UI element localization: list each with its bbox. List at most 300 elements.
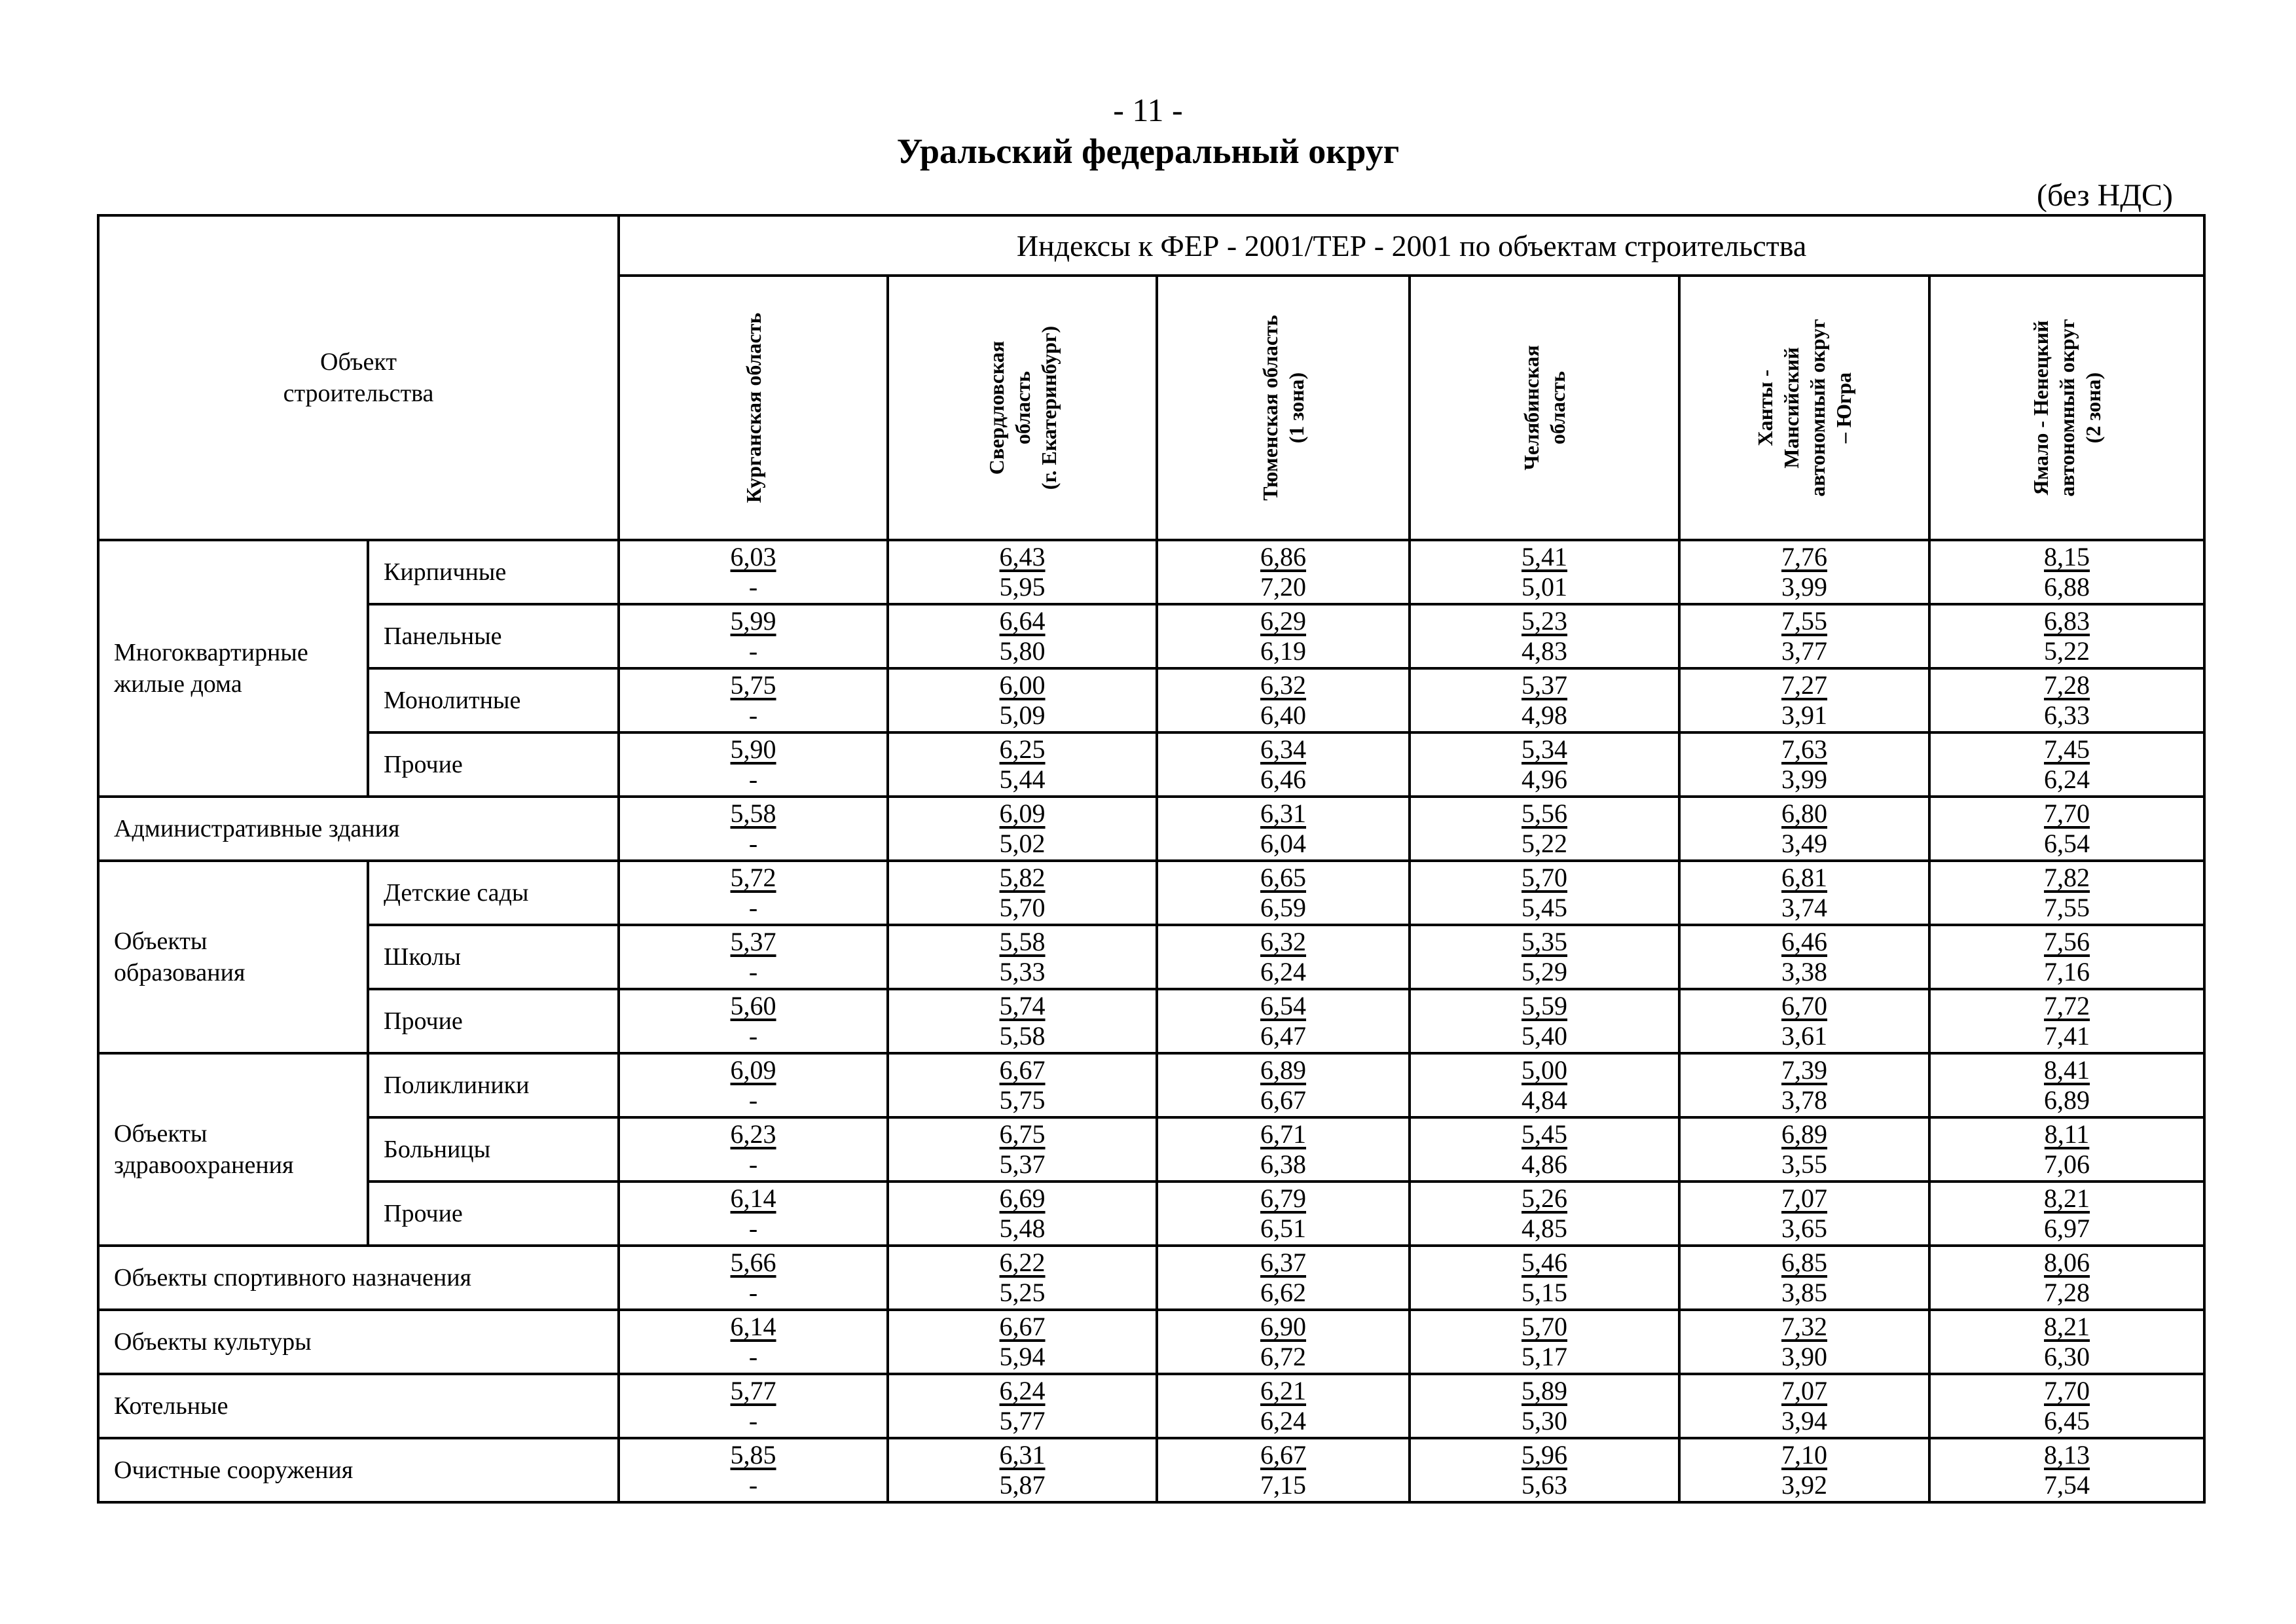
index-value-upper: 8,21 [2044,1183,2090,1213]
index-cell [1679,1182,1929,1246]
index-value-upper: 6,89 [1260,1055,1307,1085]
index-cell [1410,861,1679,925]
index-value-lower: - [748,1278,758,1307]
index-value-upper: 5,74 [999,991,1046,1020]
index-value-lower: - [748,957,758,986]
index-value-lower: - [748,636,758,666]
region-name: Курганская область [741,312,765,503]
index-cell [619,1374,888,1438]
index-value-lower: - [748,572,758,602]
index-value-lower: 5,70 [999,893,1046,922]
index-value-upper: 6,24 [999,1376,1046,1405]
index-cell [619,925,888,989]
index-cell [1410,1117,1679,1182]
index-table [97,214,2206,1504]
index-cell [1929,732,2204,797]
index-value-lower: 7,06 [2044,1149,2090,1179]
index-value-upper: 5,58 [730,799,776,828]
index-cell [888,861,1157,925]
index-cell [1679,925,1929,989]
index-value-upper: 7,70 [2044,799,2090,828]
index-value-upper: 7,70 [2044,1376,2090,1405]
index-cell [1157,925,1410,989]
index-value-upper: 5,85 [730,1440,776,1470]
index-cell [888,1438,1157,1502]
index-value-upper: 6,67 [999,1055,1046,1085]
index-cell [1679,1117,1929,1182]
index-value-lower: 6,40 [1260,700,1307,730]
vat-note: (без НДС) [2036,178,2173,213]
index-value-upper: 6,54 [1260,991,1307,1020]
index-cell [888,1310,1157,1374]
index-value-lower: - [748,1085,758,1115]
index-value-lower: - [748,1149,758,1179]
index-value-upper: 7,10 [1781,1440,1828,1470]
index-value-lower: - [748,829,758,858]
index-value-lower: 3,77 [1781,636,1828,666]
index-cell [888,1374,1157,1438]
index-value-lower: 6,88 [2044,572,2090,602]
table-body [98,540,2204,1502]
group-label: Объекты здравоохранения [98,1053,368,1246]
index-cell [1679,732,1929,797]
index-cell [619,1438,888,1502]
index-value-lower: 3,91 [1781,700,1828,730]
index-cell [1679,668,1929,732]
object-header [98,215,619,540]
index-value-lower: 3,49 [1781,829,1828,858]
index-cell [619,732,888,797]
index-value-lower: 3,85 [1781,1278,1828,1307]
index-value-upper: 8,15 [2044,542,2090,571]
index-value-lower: 6,04 [1260,829,1307,858]
index-value-lower: 3,78 [1781,1085,1828,1115]
index-value-lower: 4,86 [1522,1149,1568,1179]
index-value-upper: 6,86 [1260,542,1307,571]
page-title: Уральский федеральный округ [896,132,1400,171]
index-value-lower: 6,47 [1260,1021,1307,1051]
page-number: - 11 - [1113,92,1183,128]
region-header [1157,276,1410,540]
index-value-lower: 3,55 [1781,1149,1828,1179]
index-value-upper: 8,13 [2044,1440,2090,1470]
index-value-lower: 5,15 [1522,1278,1568,1307]
index-cell [1929,1117,2204,1182]
index-cell [1929,1438,2204,1502]
index-value-upper: 8,11 [2044,1119,2090,1149]
index-value-lower: 6,54 [2044,829,2090,858]
index-value-upper: 6,67 [1260,1440,1307,1470]
index-value-lower: - [748,1214,758,1243]
subcategory-label: Кирпичные [368,540,619,604]
index-cell [1410,604,1679,668]
index-value-lower: 5,44 [999,765,1046,794]
index-value-upper: 6,22 [999,1248,1046,1277]
index-value-lower: 5,75 [999,1085,1046,1115]
index-value-upper: 5,96 [1522,1440,1568,1470]
index-value-upper: 7,76 [1781,542,1828,571]
index-value-lower: 6,33 [2044,700,2090,730]
index-cell [1157,1310,1410,1374]
index-cell [1679,989,1929,1053]
table-row [98,1182,2204,1246]
subcategory-label: Прочие [368,1182,619,1246]
index-value-lower: - [748,1406,758,1435]
index-value-lower: 5,45 [1522,893,1568,922]
index-value-upper: 6,70 [1781,991,1828,1020]
index-value-lower: 6,30 [2044,1342,2090,1371]
index-cell [888,1117,1157,1182]
index-cell [888,540,1157,604]
index-cell [1410,1182,1679,1246]
index-cell [888,1246,1157,1310]
index-value-lower: 7,55 [2044,893,2090,922]
region-header [1410,276,1679,540]
index-value-upper: 6,85 [1781,1248,1828,1277]
index-cell [1410,1438,1679,1502]
index-value-lower: 5,17 [1522,1342,1568,1371]
index-value-lower: 5,33 [999,957,1046,986]
index-cell [1410,989,1679,1053]
index-cell [1929,1310,2204,1374]
index-value-upper: 6,37 [1260,1248,1307,1277]
index-cell [1410,797,1679,861]
region-header [1679,276,1929,540]
index-value-upper: 6,71 [1260,1119,1307,1149]
category-label: Очистные сооружения [98,1438,619,1502]
index-value-lower: 6,19 [1260,636,1307,666]
region-header [1929,276,2204,540]
index-value-upper: 5,58 [999,927,1046,956]
index-cell [1157,1053,1410,1117]
index-cell [1929,1053,2204,1117]
index-value-upper: 5,75 [730,670,776,700]
table-row [98,540,2204,604]
table-row [98,925,2204,989]
index-cell [619,1310,888,1374]
index-cell [1929,1374,2204,1438]
index-value-lower: 5,22 [2044,636,2090,666]
index-value-upper: 6,29 [1260,606,1307,636]
index-value-lower: 3,99 [1781,765,1828,794]
table-row [98,1438,2204,1502]
index-cell [1157,604,1410,668]
table-row [98,989,2204,1053]
index-cell [1157,668,1410,732]
index-value-upper: 5,66 [730,1248,776,1277]
subcategory-label: Поликлиники [368,1053,619,1117]
index-value-upper: 7,28 [2044,670,2090,700]
index-cell [1410,1374,1679,1438]
index-cell [1679,1246,1929,1310]
index-value-lower: 3,99 [1781,572,1828,602]
index-value-lower: 6,62 [1260,1278,1307,1307]
index-value-upper: 7,63 [1781,734,1828,764]
index-value-lower: 5,40 [1522,1021,1568,1051]
group-label: Многоквартирные жилые дома [98,540,368,797]
index-cell [888,925,1157,989]
index-cell [1410,732,1679,797]
index-value-upper: 6,81 [1781,863,1828,892]
index-value-upper: 6,21 [1260,1376,1307,1405]
table-row [98,861,2204,925]
index-value-lower: 5,29 [1522,957,1568,986]
index-value-lower: 3,90 [1781,1342,1828,1371]
index-cell [1157,1182,1410,1246]
index-cell [1929,540,2204,604]
index-value-upper: 7,82 [2044,863,2090,892]
index-cell [1679,1310,1929,1374]
index-value-lower: - [748,893,758,922]
table-row [98,668,2204,732]
index-cell [619,1182,888,1246]
index-value-upper: 5,82 [999,863,1046,892]
index-value-upper: 6,09 [730,1055,776,1085]
index-cell [619,604,888,668]
index-value-upper: 5,89 [1522,1376,1568,1405]
index-value-upper: 5,35 [1522,927,1568,956]
index-value-upper: 5,23 [1522,606,1568,636]
table-row [98,797,2204,861]
index-value-upper: 8,41 [2044,1055,2090,1085]
index-cell [888,668,1157,732]
index-cell [1157,540,1410,604]
index-cell [888,989,1157,1053]
index-value-lower: 7,20 [1260,572,1307,602]
index-value-upper: 7,07 [1781,1376,1828,1405]
index-cell [1410,1246,1679,1310]
index-value-lower: 4,96 [1522,765,1568,794]
index-value-upper: 7,45 [2044,734,2090,764]
index-value-lower: 5,01 [1522,572,1568,602]
index-value-upper: 6,69 [999,1183,1046,1213]
region-header [888,276,1157,540]
index-value-lower: 6,59 [1260,893,1307,922]
index-cell [1679,540,1929,604]
index-value-upper: 5,26 [1522,1183,1568,1213]
index-value-lower: 6,89 [2044,1085,2090,1115]
index-cell [1157,797,1410,861]
index-value-upper: 6,67 [999,1312,1046,1341]
index-value-lower: 7,28 [2044,1278,2090,1307]
index-cell [1929,925,2204,989]
region-name: Тюменская область (1 зона) [1258,315,1309,501]
index-value-lower: - [748,1470,758,1500]
index-value-lower: 5,25 [999,1278,1046,1307]
index-value-lower: 7,15 [1260,1470,1307,1500]
index-cell [1929,1182,2204,1246]
index-value-upper: 6,31 [1260,799,1307,828]
index-cell [1929,1246,2204,1310]
index-value-lower: 6,24 [1260,1406,1307,1435]
subcategory-label: Детские сады [368,861,619,925]
region-name: Челябинская область [1520,345,1570,471]
index-value-upper: 5,37 [1522,670,1568,700]
index-value-upper: 6,31 [999,1440,1046,1470]
index-value-lower: - [748,1021,758,1051]
index-cell [619,668,888,732]
index-cell [1157,1117,1410,1182]
index-value-lower: 7,16 [2044,957,2090,986]
index-value-lower: 6,51 [1260,1214,1307,1243]
index-cell [619,1117,888,1182]
index-cell [619,1246,888,1310]
index-value-lower: 6,45 [2044,1406,2090,1435]
index-value-lower: - [748,1342,758,1371]
index-value-lower: 3,92 [1781,1470,1828,1500]
index-value-upper: 8,21 [2044,1312,2090,1341]
category-label: Административные здания [98,797,619,861]
index-value-lower: 5,30 [1522,1406,1568,1435]
subcategory-label: Прочие [368,732,619,797]
index-value-lower: 4,84 [1522,1085,1568,1115]
index-value-lower: 6,97 [2044,1214,2090,1243]
region-name: Ханты - Мансийский автономный округ – Югра [1753,319,1856,497]
category-label: Котельные [98,1374,619,1438]
index-value-upper: 6,64 [999,606,1046,636]
index-value-lower: 6,24 [2044,765,2090,794]
region-name: Свердловская область (г. Екатеринбург) [984,325,1061,490]
index-value-upper: 7,56 [2044,927,2090,956]
index-value-lower: 3,74 [1781,893,1828,922]
index-cell [1679,797,1929,861]
index-cell [1679,1438,1929,1502]
index-value-upper: 7,32 [1781,1312,1828,1341]
table-row [98,1246,2204,1310]
index-value-upper: 6,00 [999,670,1046,700]
table-row [98,732,2204,797]
index-value-upper: 6,43 [999,542,1046,571]
index-value-lower: 3,65 [1781,1214,1828,1243]
subcategory-label: Монолитные [368,668,619,732]
index-value-upper: 5,90 [730,734,776,764]
index-cell [619,861,888,925]
index-cell [1410,540,1679,604]
index-cell [1410,1310,1679,1374]
subcategory-label: Больницы [368,1117,619,1182]
index-cell [888,797,1157,861]
index-value-lower: 5,87 [999,1470,1046,1500]
index-cell [619,797,888,861]
index-value-upper: 5,37 [730,927,776,956]
region-header [619,276,888,540]
index-value-lower: 7,54 [2044,1470,2090,1500]
index-cell [619,989,888,1053]
region-name: Ямало - Ненецкий автономный округ (2 зона) [2029,319,2105,497]
index-value-lower: 6,67 [1260,1085,1307,1115]
index-cell [619,1053,888,1117]
index-value-upper: 6,14 [730,1183,776,1213]
index-value-upper: 5,77 [730,1376,776,1405]
index-value-upper: 6,09 [999,799,1046,828]
index-cell [1929,797,2204,861]
index-cell [619,540,888,604]
index-value-upper: 6,46 [1781,927,1828,956]
index-value-lower: 4,85 [1522,1214,1568,1243]
index-value-lower: - [748,765,758,794]
table-row [98,1374,2204,1438]
index-value-upper: 6,32 [1260,927,1307,956]
index-value-lower: 5,80 [999,636,1046,666]
index-value-upper: 6,32 [1260,670,1307,700]
index-value-lower: 6,38 [1260,1149,1307,1179]
index-value-upper: 6,14 [730,1312,776,1341]
index-cell [1157,1438,1410,1502]
index-cell [1679,861,1929,925]
index-cell [888,732,1157,797]
index-cell [1929,668,2204,732]
index-value-upper: 6,79 [1260,1183,1307,1213]
index-value-lower: 5,02 [999,829,1046,858]
object-header-label: Объект строительства [283,348,434,407]
index-value-lower: 5,58 [999,1021,1046,1051]
index-cell [1929,861,2204,925]
index-value-upper: 7,27 [1781,670,1828,700]
index-header: Индексы к ФЕР - 2001/ТЕР - 2001 по объектам строительства [619,215,2204,276]
index-value-upper: 5,34 [1522,734,1568,764]
index-value-upper: 6,75 [999,1119,1046,1149]
index-value-lower: 6,24 [1260,957,1307,986]
index-value-upper: 6,89 [1781,1119,1828,1149]
index-cell [888,1053,1157,1117]
index-value-lower: 5,77 [999,1406,1046,1435]
index-value-upper: 5,70 [1522,1312,1568,1341]
index-value-upper: 5,59 [1522,991,1568,1020]
table-row [98,604,2204,668]
index-value-lower: 5,48 [999,1214,1046,1243]
subcategory-label: Прочие [368,989,619,1053]
table-row [98,1053,2204,1117]
category-label: Объекты спортивного назначения [98,1246,619,1310]
index-cell [1157,1374,1410,1438]
index-value-lower: 3,38 [1781,957,1828,986]
index-cell [1679,1374,1929,1438]
index-cell [1410,668,1679,732]
index-value-lower: 3,94 [1781,1406,1828,1435]
index-value-upper: 5,60 [730,991,776,1020]
index-value-upper: 5,41 [1522,542,1568,571]
index-value-upper: 5,46 [1522,1248,1568,1277]
index-cell [1157,1246,1410,1310]
index-cell [1929,989,2204,1053]
subcategory-label: Школы [368,925,619,989]
index-cell [1410,1053,1679,1117]
index-value-upper: 5,56 [1522,799,1568,828]
group-label: Объекты образования [98,861,368,1053]
index-cell [1157,732,1410,797]
index-value-lower: 4,83 [1522,636,1568,666]
index-value-upper: 5,45 [1522,1119,1568,1149]
index-value-lower: 5,22 [1522,829,1568,858]
index-value-upper: 8,06 [2044,1248,2090,1277]
index-value-lower: - [748,700,758,730]
index-value-lower: 4,98 [1522,700,1568,730]
index-value-upper: 6,34 [1260,734,1307,764]
index-value-lower: 3,61 [1781,1021,1828,1051]
index-value-lower: 5,63 [1522,1470,1568,1500]
index-value-upper: 5,72 [730,863,776,892]
index-cell [1929,604,2204,668]
index-value-lower: 6,72 [1260,1342,1307,1371]
index-value-upper: 7,55 [1781,606,1828,636]
index-value-lower: 5,94 [999,1342,1046,1371]
index-value-lower: 5,95 [999,572,1046,602]
index-value-upper: 6,65 [1260,863,1307,892]
index-value-upper: 5,70 [1522,863,1568,892]
index-cell [1157,861,1410,925]
index-value-upper: 7,39 [1781,1055,1828,1085]
index-value-upper: 7,72 [2044,991,2090,1020]
